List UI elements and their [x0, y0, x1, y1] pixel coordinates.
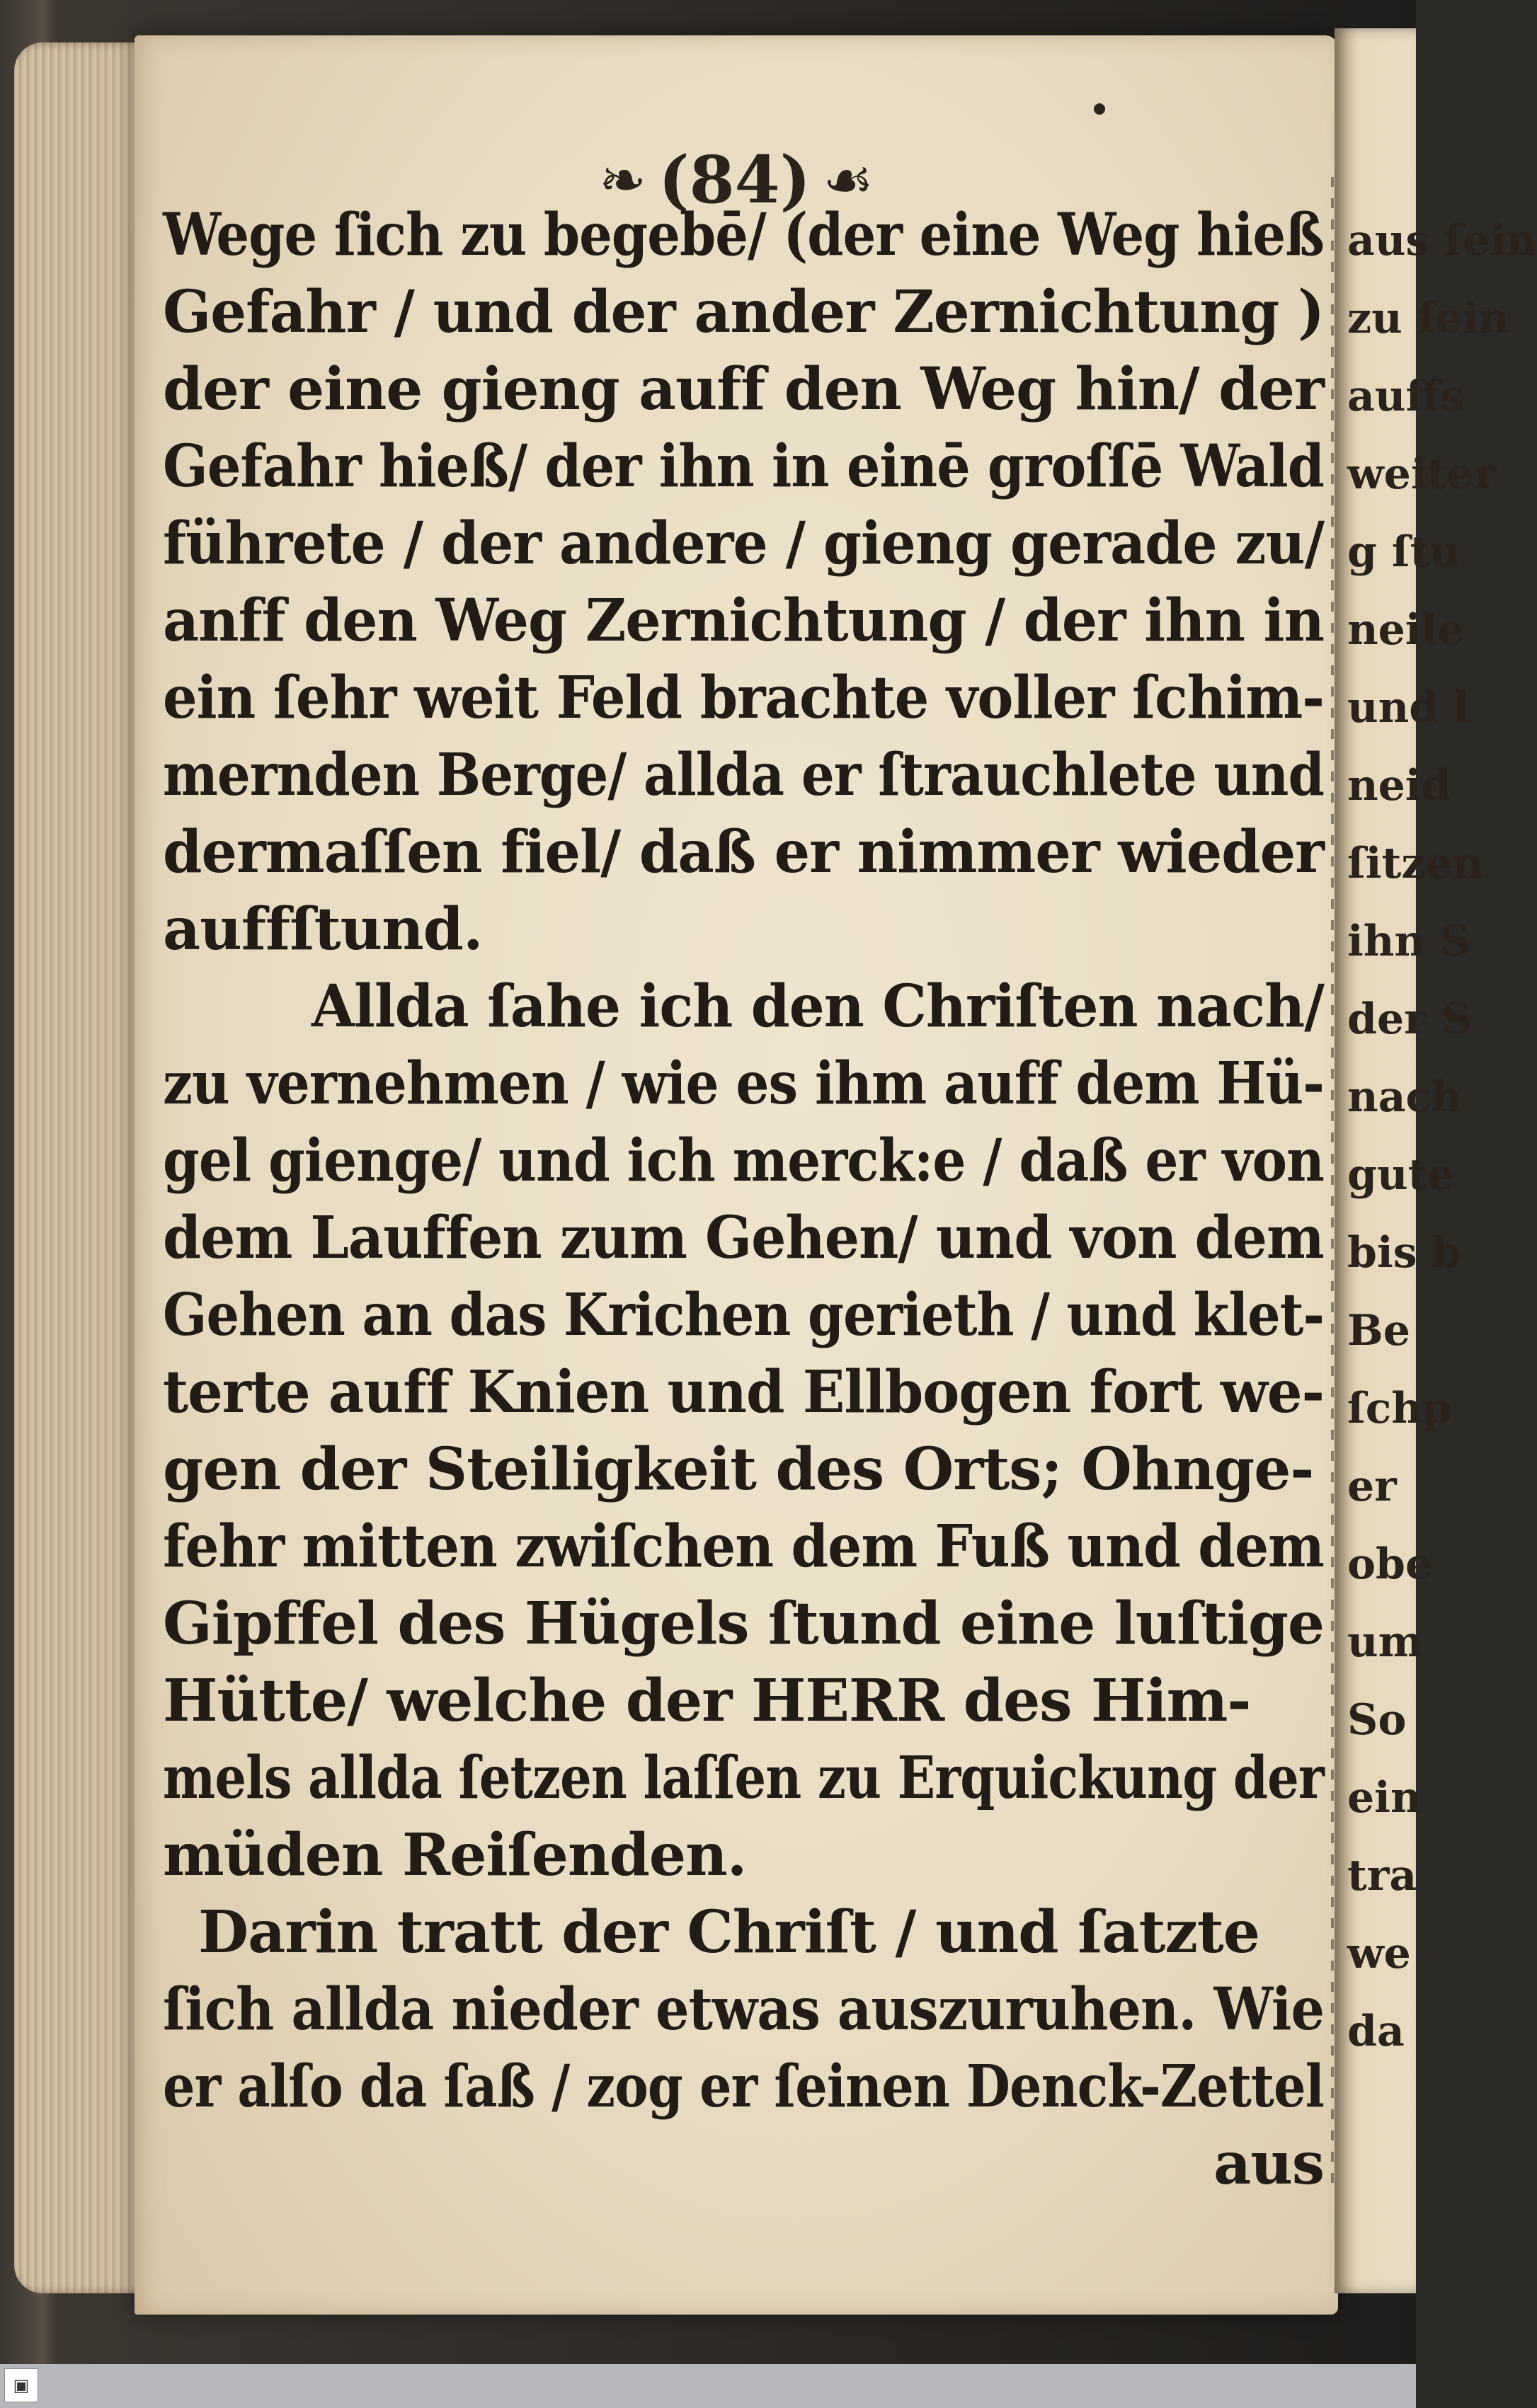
- adjacent-fragment: g ſtu: [1347, 527, 1461, 577]
- text-line: mels allda ſetzen laſſen zu Erquickung der: [163, 1744, 1324, 1812]
- text-line: Wege ſich zu begebē/ (der eine Weg hieß: [163, 201, 1324, 269]
- adjacent-fragment: aus ſein: [1347, 216, 1537, 265]
- body-text: [163, 197, 1324, 2203]
- adjacent-fragment: bis b: [1347, 1228, 1462, 1278]
- text-line: ein ſehr weit Feld brachte voller ſchim-: [163, 664, 1324, 732]
- adjacent-fragment: da: [1347, 2007, 1405, 2056]
- text-line-paragraph-start: Darin tratt der Chriſt / und ſatzte: [198, 1898, 1259, 1966]
- adjacent-fragment: gute: [1347, 1150, 1455, 1200]
- text-line: führete / der andere / gieng gerade zu/: [163, 510, 1324, 578]
- adjacent-fragment: ſchp: [1347, 1384, 1452, 1433]
- viewer-footer: [0, 2364, 1416, 2408]
- text-line: Gefahr hieß/ der ihn in einē groſſē Wald: [163, 432, 1324, 500]
- ornament-right-icon: ☙: [823, 147, 874, 213]
- adjacent-fragment: obe: [1347, 1540, 1433, 1589]
- text-line: ſich allda nieder etwas auszuruhen. Wie: [163, 1976, 1324, 2043]
- text-line: er alſo da ſaß / zog er ſeinen Denck-Zettel: [163, 2053, 1324, 2121]
- text-line: zu vernehmen / wie es ihm auff dem Hü-: [163, 1050, 1324, 1118]
- text-line: der eine gieng auff den Weg hin/ der: [163, 355, 1324, 423]
- adjacent-fragment: nach: [1347, 1072, 1463, 1122]
- text-line: dem Lauffen zum Gehen/ und von dem: [163, 1204, 1324, 1272]
- adjacent-fragment: der S: [1347, 994, 1472, 1044]
- adjacent-fragment: neid: [1347, 761, 1451, 810]
- adjacent-fragment: ſitzen: [1347, 839, 1484, 888]
- ink-spot: [1094, 103, 1105, 115]
- text-line: fehr mitten zwiſchen dem Fuß und dem: [163, 1513, 1324, 1581]
- adjacent-fragment: ein: [1347, 1773, 1422, 1823]
- adjacent-page: [1335, 28, 1537, 2293]
- adjacent-fragment: und l: [1347, 683, 1470, 733]
- gutter-shadow: [1331, 177, 1334, 2187]
- text-line: dermaſſen fiel/ daß er nimmer wieder: [163, 818, 1324, 886]
- adjacent-fragment: auffs: [1347, 372, 1465, 421]
- adjacent-fragment: ihn S: [1347, 917, 1471, 966]
- adjacent-fragment: Be: [1347, 1306, 1410, 1355]
- text-line: terte auff Knien und Ellbogen fort we-: [163, 1358, 1324, 1426]
- text-line: gel gienge/ und ich merck:e / daß er von: [163, 1127, 1324, 1195]
- text-line: Gehen an das Krichen gerieth / und klet-: [163, 1281, 1324, 1349]
- adjacent-fragment: weiter: [1347, 449, 1497, 499]
- adjacent-fragment: tra: [1347, 1851, 1417, 1900]
- text-line-paragraph-start: Allda ſahe ich den Chriſten nach/: [312, 973, 1324, 1040]
- text-line: Gipffel des Hügels ſtund eine luſtige: [163, 1590, 1324, 1658]
- adjacent-fragment: zu ſein: [1347, 294, 1509, 343]
- text-line: anff den Weg Zernichtung / der ihn in: [163, 587, 1324, 655]
- text-line: Gefahr / und der ander Zernichtung ): [163, 278, 1324, 346]
- text-line: müden Reiſenden.: [163, 1821, 747, 1889]
- catchword: aus: [1213, 2130, 1324, 2198]
- adjacent-fragment: er: [1347, 1462, 1397, 1511]
- text-line: Hütte/ welche der HERR des Him-: [163, 1667, 1251, 1735]
- text-line: mernden Berge/ allda er ſtrauchlete und: [163, 741, 1324, 809]
- adjacent-fragment: neile: [1347, 605, 1465, 655]
- text-line: auffſtund.: [163, 895, 483, 963]
- adjacent-fragment: um: [1347, 1617, 1424, 1667]
- text-line: gen der Steiligkeit des Orts; Ohnge-: [163, 1435, 1314, 1503]
- library-logo-icon: ▣: [4, 2368, 38, 2402]
- adjacent-fragment: So: [1347, 1695, 1407, 1745]
- page-number: (84): [658, 142, 811, 218]
- adjacent-fragment: we: [1347, 1929, 1411, 1978]
- ornament-left-icon: ❧: [598, 147, 647, 213]
